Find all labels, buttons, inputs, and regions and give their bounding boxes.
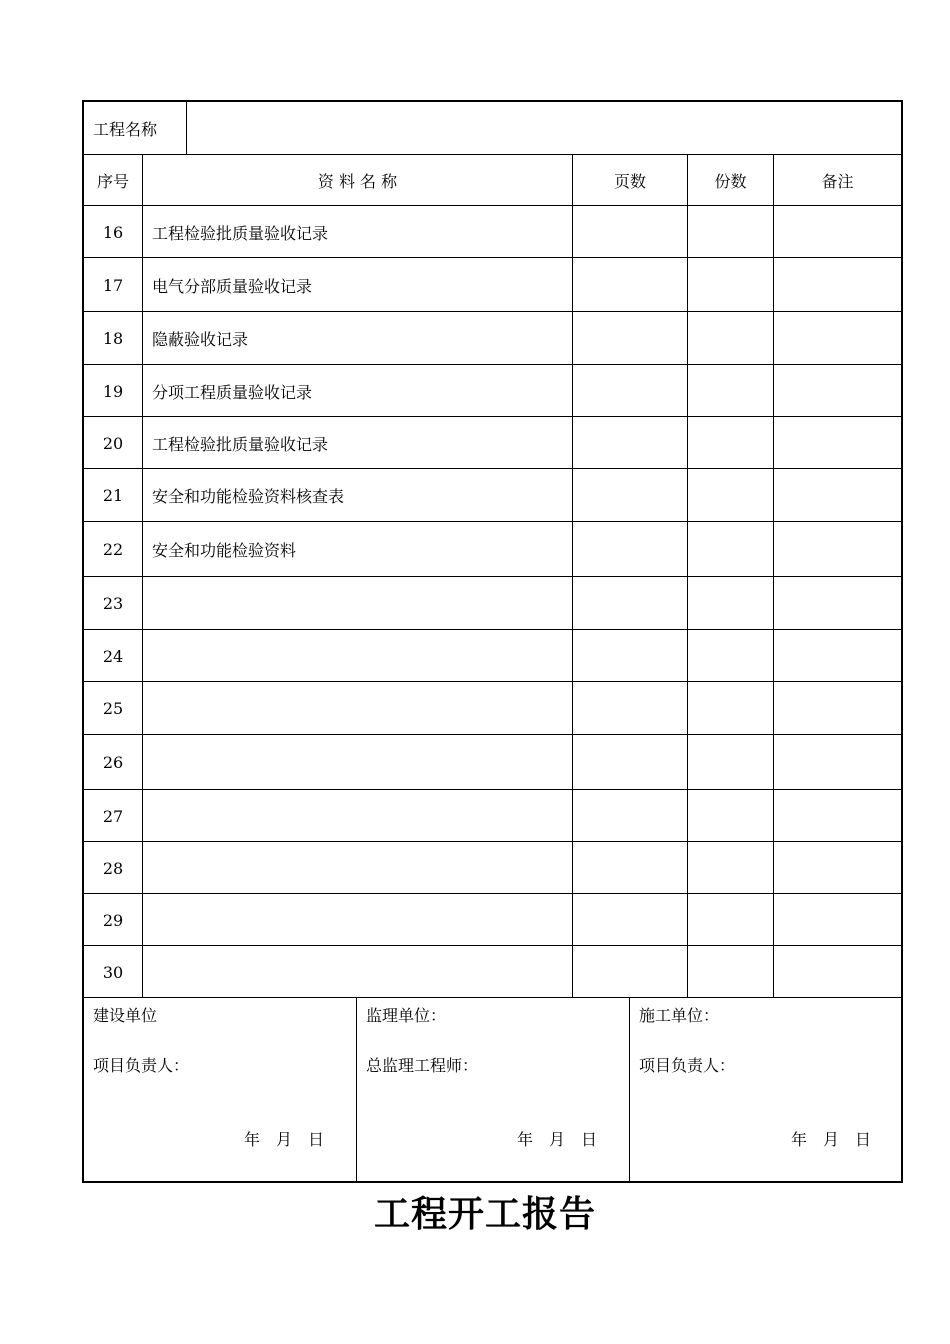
- row-seq: 27: [102, 806, 124, 826]
- remarks-cell[interactable]: [774, 258, 901, 312]
- remarks-cell[interactable]: [774, 842, 901, 894]
- contractor-project-leader: 项目负责人：: [639, 1056, 736, 1075]
- pages-cell[interactable]: [573, 894, 687, 946]
- copies-cell[interactable]: [688, 365, 773, 417]
- pages-cell[interactable]: [573, 312, 687, 365]
- row-doc-name[interactable]: 安全和功能检验资料: [152, 541, 297, 560]
- row-seq: 17: [102, 275, 124, 295]
- grid-line: [84, 629, 901, 630]
- row-seq: 22: [102, 540, 124, 559]
- row-seq: 28: [102, 858, 124, 878]
- construction-unit-label: 建设单位: [93, 1006, 158, 1025]
- row-doc-name[interactable]: [143, 630, 572, 682]
- contractor-unit-label: 施工单位：: [639, 1006, 720, 1025]
- row-seq: 16: [102, 222, 124, 242]
- copies-cell[interactable]: [688, 630, 773, 682]
- row-doc-name[interactable]: [143, 735, 572, 790]
- grid-line: [84, 576, 901, 577]
- grid-line: [84, 521, 901, 522]
- grid-line: [84, 997, 901, 998]
- grid-line: [687, 154, 688, 998]
- grid-line: [84, 734, 901, 735]
- remarks-cell[interactable]: [774, 630, 901, 682]
- copies-cell[interactable]: [688, 312, 773, 365]
- copies-cell[interactable]: [688, 682, 773, 735]
- pages-cell[interactable]: [573, 842, 687, 894]
- contractor-date: 年 月 日: [791, 1130, 872, 1149]
- row-seq: 30: [102, 962, 124, 982]
- grid-line: [186, 102, 187, 154]
- remarks-cell[interactable]: [774, 894, 901, 946]
- pages-cell[interactable]: [573, 577, 687, 630]
- remarks-cell[interactable]: [774, 946, 901, 998]
- copies-cell[interactable]: [688, 258, 773, 312]
- grid-line: [142, 154, 143, 998]
- grid-line: [84, 468, 901, 469]
- row-seq: 29: [102, 910, 124, 930]
- grid-line: [84, 893, 901, 894]
- row-seq: 23: [102, 594, 124, 613]
- row-seq: 19: [102, 381, 124, 401]
- row-seq: 25: [102, 699, 124, 718]
- row-doc-name[interactable]: 分项工程质量验收记录: [152, 382, 313, 402]
- grid-line: [629, 998, 630, 1181]
- construction-date: 年 月 日: [244, 1130, 325, 1149]
- supervision-date: 年 月 日: [517, 1130, 598, 1149]
- copies-cell[interactable]: [688, 417, 773, 469]
- pages-cell[interactable]: [573, 365, 687, 417]
- copies-cell[interactable]: [688, 842, 773, 894]
- supervision-unit-label: 监理单位：: [366, 1006, 447, 1025]
- copies-cell[interactable]: [688, 894, 773, 946]
- grid-line: [773, 154, 774, 998]
- grid-line: [84, 681, 901, 682]
- remarks-cell[interactable]: [774, 682, 901, 735]
- header-copies: 份数: [714, 171, 747, 191]
- row-doc-name[interactable]: [143, 682, 572, 735]
- grid-line: [84, 364, 901, 365]
- remarks-cell[interactable]: [774, 365, 901, 417]
- grid-line: [84, 416, 901, 417]
- grid-line: [84, 841, 901, 842]
- copies-cell[interactable]: [688, 469, 773, 522]
- row-doc-name[interactable]: [143, 894, 572, 946]
- row-seq: 24: [102, 646, 124, 666]
- grid-line: [84, 311, 901, 312]
- header-doc-name: 资 料 名 称: [317, 171, 398, 191]
- row-doc-name[interactable]: 工程检验批质量验收记录: [152, 434, 329, 454]
- pages-cell[interactable]: [573, 946, 687, 998]
- pages-cell[interactable]: [573, 630, 687, 682]
- remarks-cell[interactable]: [774, 790, 901, 842]
- row-doc-name[interactable]: 安全和功能检验资料核查表: [152, 487, 345, 506]
- grid-line: [84, 789, 901, 790]
- pages-cell[interactable]: [573, 790, 687, 842]
- pages-cell[interactable]: [573, 682, 687, 735]
- copies-cell[interactable]: [688, 735, 773, 790]
- pages-cell[interactable]: [573, 417, 687, 469]
- copies-cell[interactable]: [688, 522, 773, 577]
- remarks-cell[interactable]: [774, 469, 901, 522]
- pages-cell[interactable]: [573, 206, 687, 258]
- row-doc-name[interactable]: 隐蔽验收记录: [152, 330, 249, 349]
- row-seq: 18: [102, 329, 124, 348]
- remarks-cell[interactable]: [774, 417, 901, 469]
- header-pages: 页数: [613, 171, 646, 191]
- copies-cell[interactable]: [688, 206, 773, 258]
- row-doc-name[interactable]: [143, 790, 572, 842]
- remarks-cell[interactable]: [774, 577, 901, 630]
- grid-line: [84, 154, 901, 155]
- copies-cell[interactable]: [688, 577, 773, 630]
- grid-line: [84, 945, 901, 946]
- remarks-cell[interactable]: [774, 206, 901, 258]
- grid-line: [84, 205, 901, 206]
- row-doc-name[interactable]: [143, 577, 572, 630]
- row-doc-name[interactable]: [143, 842, 572, 894]
- grid-line: [84, 257, 901, 258]
- copies-cell[interactable]: [688, 946, 773, 998]
- pages-cell[interactable]: [573, 469, 687, 522]
- row-seq: 21: [102, 486, 124, 505]
- grid-line: [356, 998, 357, 1181]
- pages-cell[interactable]: [573, 735, 687, 790]
- chief-supervising-engineer: 总监理工程师：: [366, 1056, 479, 1075]
- row-doc-name[interactable]: [143, 946, 572, 998]
- copies-cell[interactable]: [688, 790, 773, 842]
- project-name-label: 工程名称: [93, 119, 158, 139]
- grid-line: [572, 154, 573, 998]
- construction-project-leader: 项目负责人：: [93, 1056, 190, 1075]
- remarks-cell[interactable]: [774, 522, 901, 577]
- header-remarks: 备注: [821, 171, 854, 191]
- header-seq: 序号: [96, 171, 129, 191]
- project-name-value[interactable]: [187, 102, 901, 154]
- remarks-cell[interactable]: [774, 735, 901, 790]
- pages-cell[interactable]: [573, 522, 687, 577]
- row-seq: 26: [102, 753, 124, 772]
- document-table: [82, 100, 903, 1183]
- next-page-title: 工程开工报告: [373, 1193, 596, 1235]
- row-doc-name[interactable]: 工程检验批质量验收记录: [152, 223, 329, 243]
- pages-cell[interactable]: [573, 258, 687, 312]
- row-doc-name[interactable]: 电气分部质量验收记录: [152, 276, 313, 296]
- row-seq: 20: [102, 433, 124, 453]
- remarks-cell[interactable]: [774, 312, 901, 365]
